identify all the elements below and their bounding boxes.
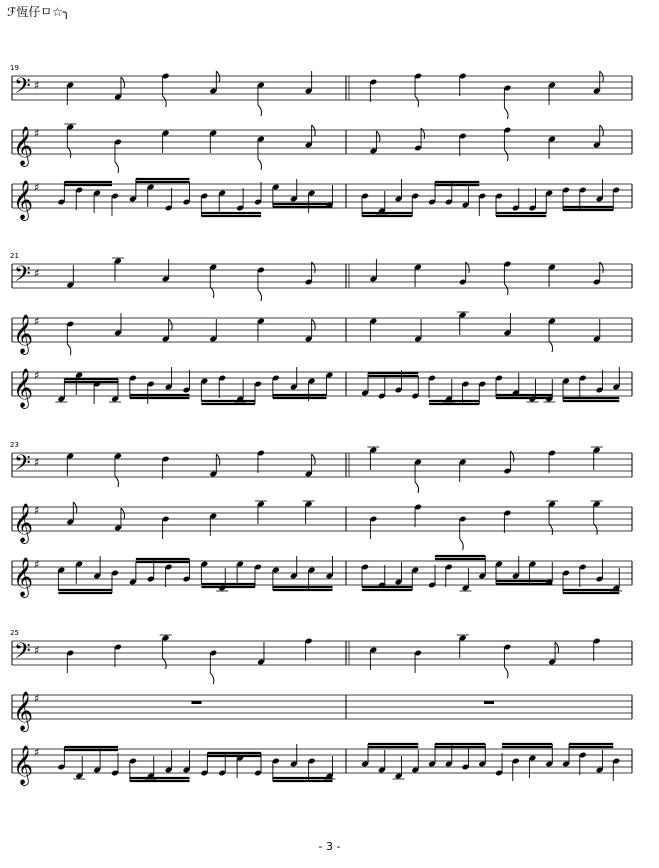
staff xyxy=(12,312,632,355)
staff xyxy=(12,71,632,119)
key-signature-sharp-icon: ♯ xyxy=(34,644,40,657)
treble-clef-icon: 𝄞 xyxy=(13,180,34,220)
note-flag xyxy=(415,482,419,493)
note-flag xyxy=(67,344,71,355)
staff xyxy=(12,367,632,409)
note-flag xyxy=(121,508,125,519)
note-flag xyxy=(312,454,316,465)
note-flag xyxy=(504,667,508,678)
system xyxy=(10,629,632,786)
note-flag xyxy=(73,502,77,513)
whole-rest-icon xyxy=(192,701,202,704)
system xyxy=(10,64,632,221)
note-flag xyxy=(600,71,604,82)
note-flag xyxy=(258,159,262,170)
key-signature-sharp-icon: ♯ xyxy=(34,315,40,328)
note-flag xyxy=(210,673,214,684)
note-flag xyxy=(460,539,464,550)
key-signature-sharp-icon: ♯ xyxy=(34,746,40,759)
note-flag xyxy=(504,284,508,295)
note-flag xyxy=(163,658,167,669)
bass-clef-icon: 𝄢 xyxy=(14,639,31,669)
note-flag xyxy=(549,524,553,535)
note-flag xyxy=(549,341,553,352)
note-flag xyxy=(376,131,380,142)
staff xyxy=(12,501,632,550)
treble-clef-icon: 𝄞 xyxy=(13,126,34,166)
note-flag xyxy=(121,77,125,88)
staff xyxy=(12,179,632,221)
note-flag xyxy=(594,524,598,535)
staff xyxy=(12,258,632,301)
staff xyxy=(12,124,632,173)
staff xyxy=(12,635,632,684)
treble-clef-icon: 𝄞 xyxy=(13,691,34,731)
note-flag xyxy=(216,454,220,465)
treble-clef-icon: 𝄞 xyxy=(13,314,34,354)
staff xyxy=(12,744,632,786)
note-flag xyxy=(258,105,262,116)
staff xyxy=(12,691,632,732)
note-flag xyxy=(312,319,316,330)
key-signature-sharp-icon: ♯ xyxy=(34,558,40,571)
note-flag xyxy=(415,96,419,107)
key-signature-sharp-icon: ♯ xyxy=(34,369,40,382)
key-signature-sharp-icon: ♯ xyxy=(34,692,40,705)
note-flag xyxy=(210,287,214,298)
staff xyxy=(12,447,632,493)
key-signature-sharp-icon: ♯ xyxy=(34,79,40,92)
bass-clef-icon: 𝄢 xyxy=(14,74,31,104)
key-signature-sharp-icon: ♯ xyxy=(34,456,40,469)
treble-clef-icon: 𝄞 xyxy=(13,503,34,543)
staff xyxy=(12,556,632,598)
page-number: - 3 - xyxy=(318,840,341,853)
note-flag xyxy=(258,290,262,301)
system xyxy=(10,252,632,409)
note-flag xyxy=(216,71,220,82)
note-flag xyxy=(312,125,316,136)
note-flag xyxy=(115,476,119,487)
note-flag xyxy=(115,162,119,173)
key-signature-sharp-icon: ♯ xyxy=(34,267,40,280)
measure-number: 19 xyxy=(10,64,19,72)
whole-rest-icon xyxy=(484,701,494,704)
note-flag xyxy=(600,125,604,136)
key-signature-sharp-icon: ♯ xyxy=(34,504,40,517)
measure-number: 25 xyxy=(10,629,19,637)
bass-clef-icon: 𝄢 xyxy=(14,451,31,481)
treble-clef-icon: 𝄞 xyxy=(13,557,34,597)
bass-clef-icon: 𝄢 xyxy=(14,262,31,292)
note-flag xyxy=(163,96,167,107)
measure-number: 21 xyxy=(10,252,19,260)
treble-clef-icon: 𝄞 xyxy=(13,368,34,408)
treble-clef-icon: 𝄞 xyxy=(13,745,34,785)
note-flag xyxy=(67,147,71,158)
key-signature-sharp-icon: ♯ xyxy=(34,127,40,140)
note-flag xyxy=(555,642,559,653)
note-flag xyxy=(504,150,508,161)
page-header: ℱ恆仔ㅁ☆╮ xyxy=(7,5,71,19)
measure-number: 23 xyxy=(10,441,19,449)
note-flag xyxy=(169,319,173,330)
note-flag xyxy=(504,108,508,119)
system xyxy=(10,441,632,598)
key-signature-sharp-icon: ♯ xyxy=(34,181,40,194)
